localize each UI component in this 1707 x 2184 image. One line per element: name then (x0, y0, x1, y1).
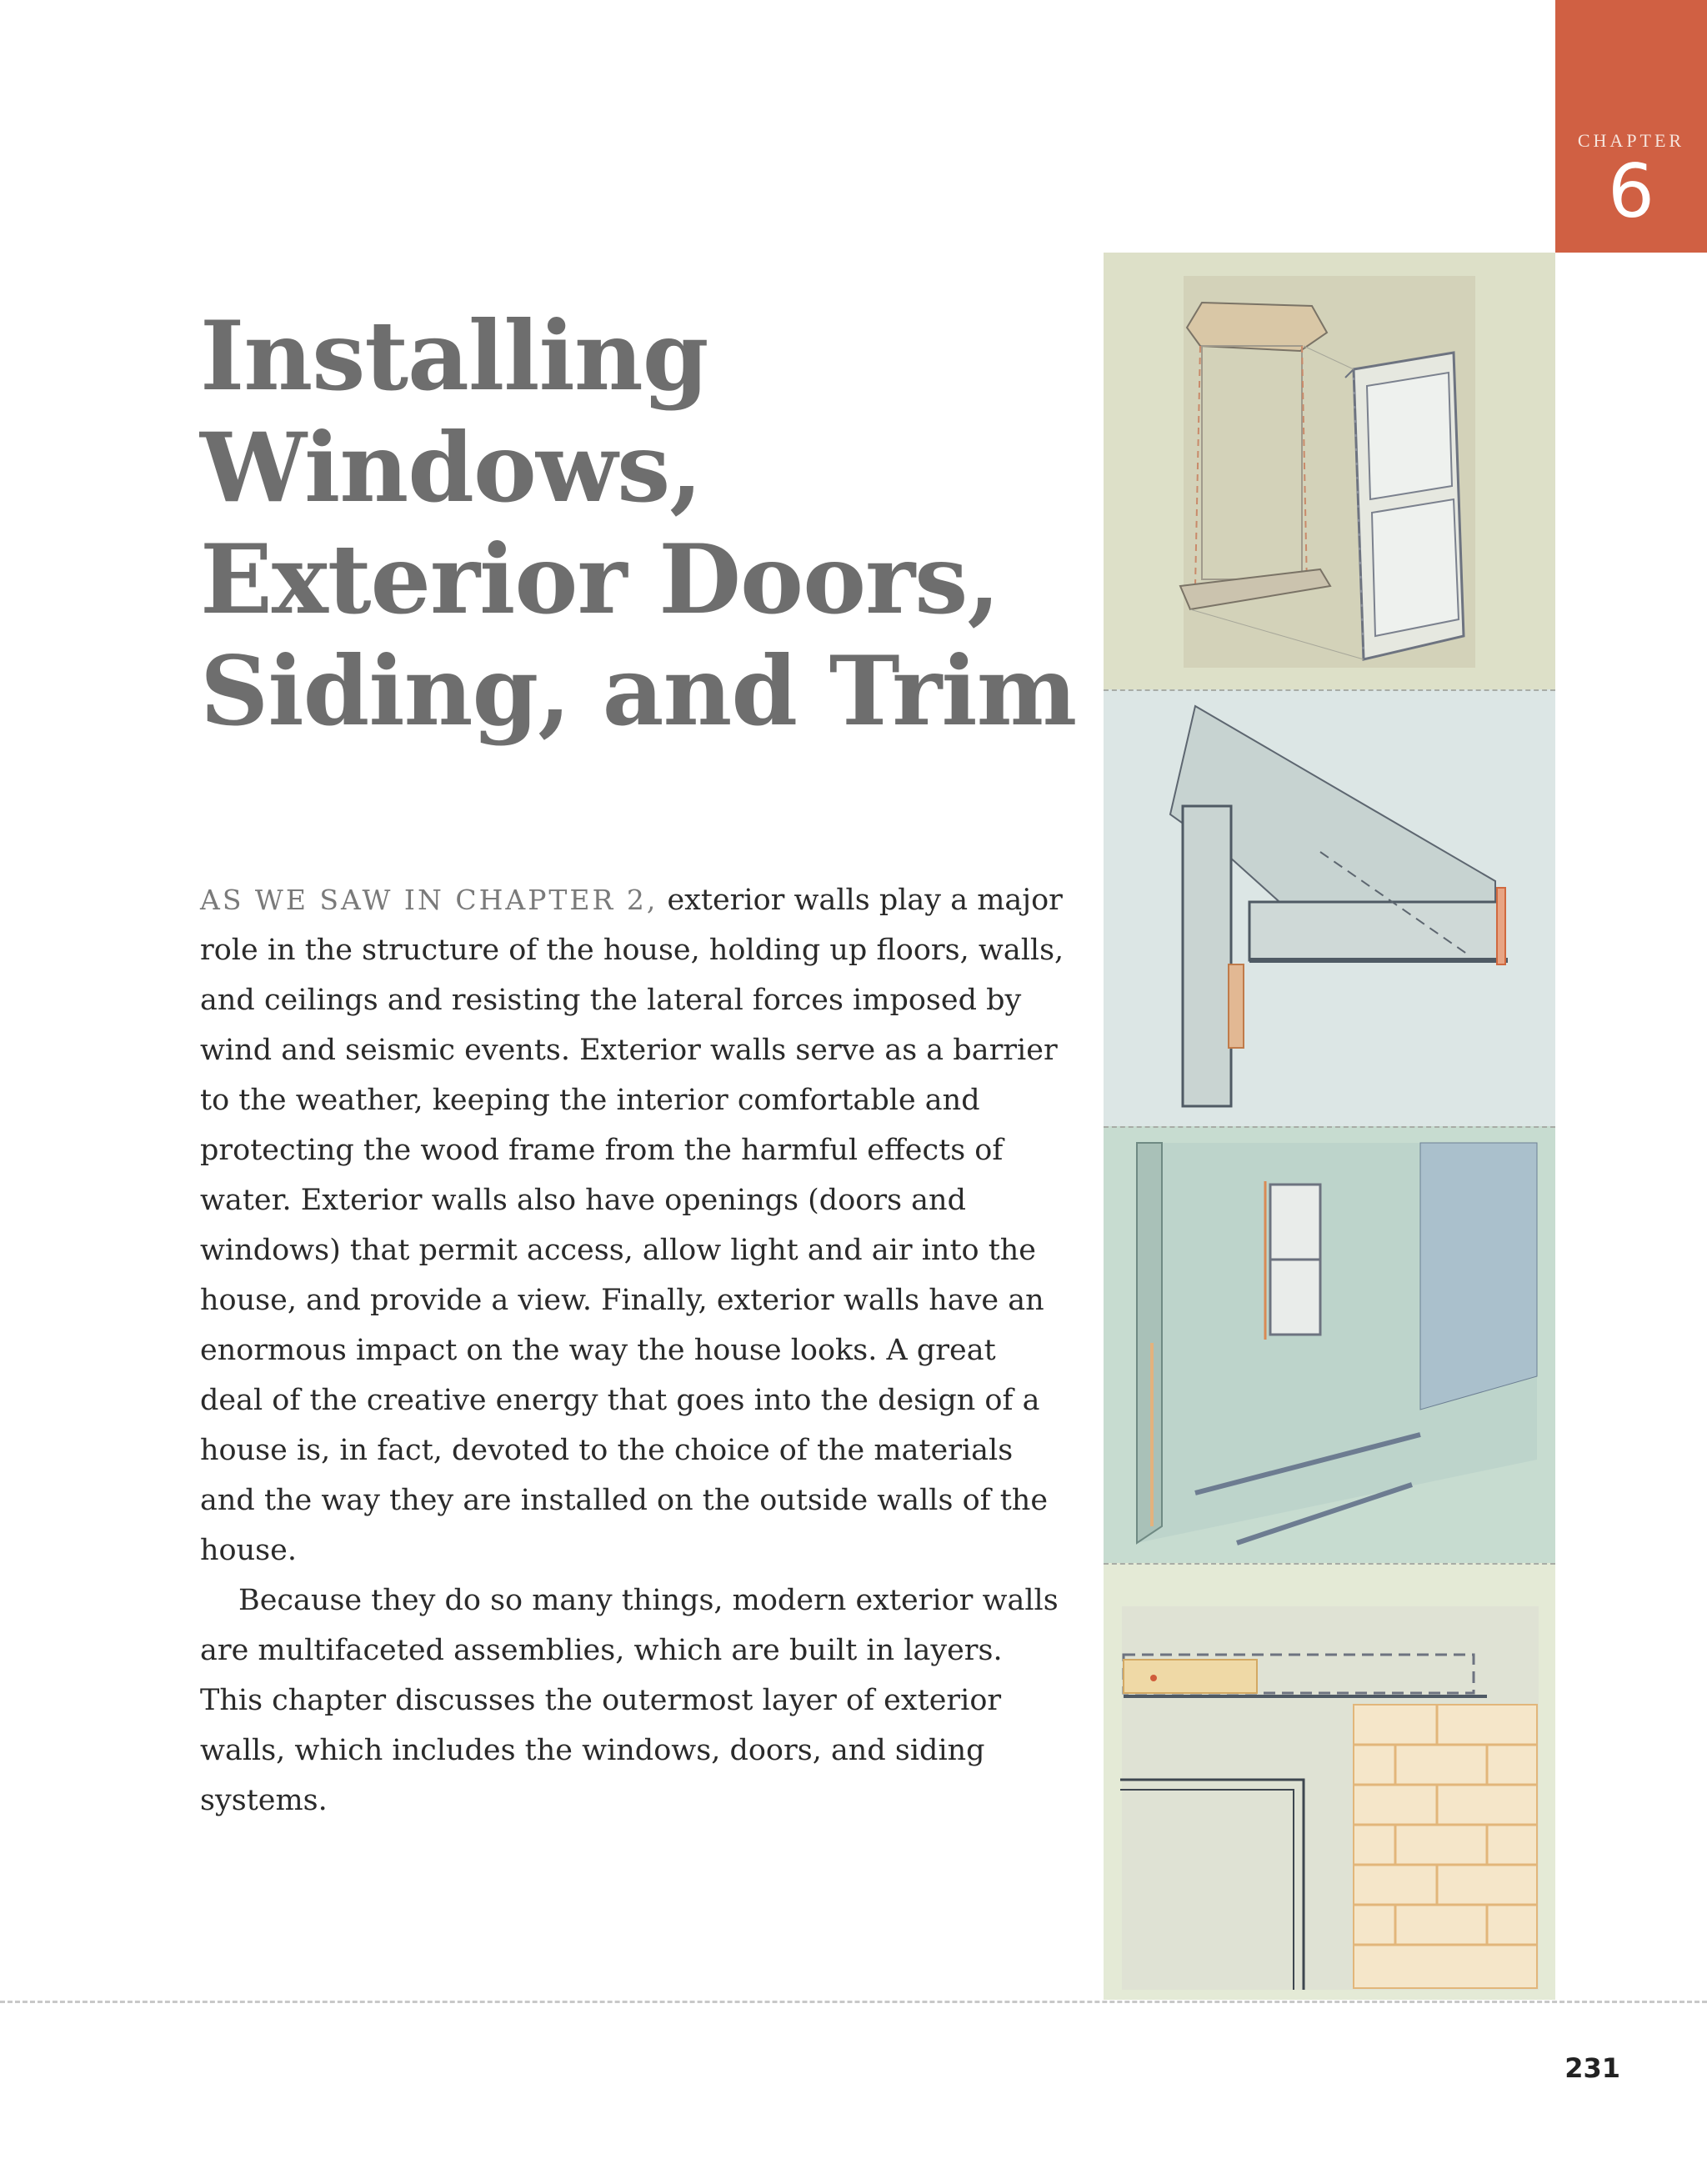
lower-sash (1372, 499, 1459, 636)
chapter-label: CHAPTER (1577, 130, 1685, 151)
siding-installation-illustration (1104, 1126, 1555, 1563)
paragraph-1 (200, 875, 1067, 1575)
fascia-board (1249, 902, 1499, 960)
title-line: Siding, and Trim (200, 635, 1077, 747)
eave-framing-drawing (1104, 689, 1555, 1126)
wall-stud (1183, 806, 1231, 1106)
siding-installation-drawing (1104, 1126, 1555, 1563)
upper-sash (1367, 373, 1452, 499)
footer-rule (0, 2001, 1707, 2003)
panel-divider (1104, 1563, 1555, 1565)
body-text (200, 875, 1067, 1826)
brick-trim-detail-drawing (1104, 1563, 1555, 2000)
title-line: Installing (200, 300, 708, 412)
drip-edge (1497, 888, 1505, 964)
fastener-marker (1150, 1675, 1157, 1681)
paragraph-2: Because they do so many things, modern exterior walls are multifaceted assemblies, which are built in layers. This chapter discusses the outermost layer of exterior walls, which includes the windows, doors, and siding systems. (200, 1584, 1059, 1817)
chapter-number: 6 (1608, 148, 1654, 234)
title-line: Windows, (200, 412, 702, 523)
chapter-title (200, 300, 1076, 747)
head-flashing (1187, 303, 1327, 351)
brick-trim-detail-illustration (1104, 1563, 1555, 2000)
window-installation-drawing (1104, 253, 1555, 689)
page-number: 231 (1564, 2052, 1620, 2084)
siding-courses (1420, 1143, 1537, 1410)
lead-in: AS WE SAW IN CHAPTER 2, (200, 884, 658, 916)
chapter-tab (1555, 0, 1707, 253)
eave-framing-illustration (1104, 689, 1555, 1126)
corner-board (1137, 1143, 1162, 1543)
panel-divider (1104, 1126, 1555, 1128)
title-line: Exterior Doors, (200, 523, 1000, 635)
illustration-strip (1104, 253, 1555, 2000)
panel-divider (1104, 689, 1555, 691)
trim-piece (1229, 964, 1244, 1048)
paragraph-1-text: exterior walls play a major role in the structure of the house, holding up floors, walls, and ceilings and resisting the lateral forces imposed by wind and seismic events. Exterior walls serve as a barrier to the weather, keeping the interior comfortable and protecting the wood frame from the harmful effects of water. Exterior walls also have openings (doors and windows) that permit access, allow light and air into the house, and provide a view. Finally, exterior walls have an enormous impact on the way the house looks. A great deal of the creative energy that goes into the design of a house is, in fact, devoted to the choice of the materials and the way they are installed on the outside walls of the house. (200, 884, 1064, 1567)
head-trim-board (1124, 1660, 1257, 1693)
window-installation-illustration (1104, 253, 1555, 689)
